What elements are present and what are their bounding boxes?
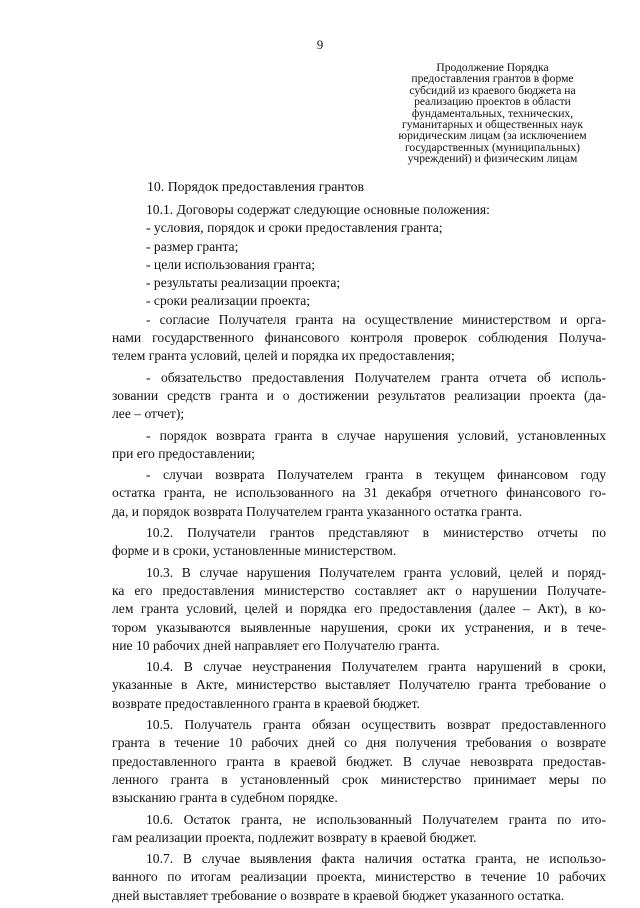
paragraph-line: остатка гранта, не использованного на 31 декабря отчетного финансового го- [112, 485, 606, 501]
paragraph-line: ванного по итогам реализации проекта, министерство в течение 10 рабочих [112, 869, 606, 885]
paragraph-line: возврате предоставленного гранта в краевой бюджет. [112, 695, 420, 711]
paragraph [112, 716, 606, 807]
paragraph-line: 10.2. Получатели грантов представляют в министерство отчеты по [146, 525, 606, 541]
paragraph-line: - случаи возврата Получателем гранта в текущем финансовом году [146, 467, 606, 483]
paragraph-line: ленного гранта в установленный срок министерство принимает меры по [112, 771, 606, 787]
header-line: Продолжение Порядка [436, 61, 549, 74]
paragraph-line: 10.5. Получатель гранта обязан осуществить возврат предоставленного [146, 717, 606, 733]
paragraph [112, 311, 606, 366]
paragraph-line: при его предоставлении; [112, 445, 256, 461]
header-line: гуманитарных и общественных наук [401, 118, 584, 132]
paragraph [112, 369, 606, 424]
header-line: реализацию проектов в области [414, 95, 571, 109]
section-title: 10. Порядок предоставления грантов [147, 179, 365, 194]
paragraph-line: гам реализации проекта, подлежит возврату в краевой бюджет. [112, 829, 477, 845]
paragraph-line: 10.4. В случае неустранения Получателем гранта нарушений в сроки, [146, 659, 606, 675]
paragraph-line: - результаты реализации проекта; [146, 275, 341, 291]
paragraph-line: указанные в Акте, министерство выставляет Получателю гранта требование о [112, 677, 606, 693]
paragraph [112, 811, 606, 848]
document-body [112, 201, 606, 908]
paragraph-line: - размер гранта; [146, 238, 239, 254]
header-line: фундаментальных, технических, [411, 106, 574, 120]
paragraph [112, 658, 606, 713]
paragraph [112, 427, 606, 464]
header-line: учреждений) и физическим лицам [407, 152, 578, 166]
paragraph-line: тором указываются выявленные нарушения, сроки их устранения, и в тече- [112, 619, 606, 635]
paragraph-line: - обязательство предоставления Получателем гранта отчета об исполь- [146, 369, 606, 385]
paragraph-line: форме и в сроки, установленные министерством. [112, 543, 397, 559]
paragraph [112, 219, 606, 237]
paragraph-line: - порядок возврата гранта в случае нарушения условий, установленных [146, 427, 606, 443]
paragraph-line: - согласие Получателя гранта на осуществление министерством и орга- [146, 311, 606, 327]
paragraph-line: 10.1. Договоры содержат следующие основные положения: [146, 202, 490, 217]
paragraph [112, 466, 606, 521]
page-number: 9 [316, 37, 324, 52]
paragraph [112, 256, 606, 274]
paragraph-line: лее – отчет); [112, 406, 185, 422]
paragraph-line: телем гранта условий, целей и порядка их предоставления; [112, 348, 455, 364]
paragraph-line: нами государственного финансового контроля проверок соблюдения Получа- [112, 330, 606, 346]
paragraph [112, 238, 606, 256]
paragraph-line: дней выставляет требование о возврате в краевой бюджет указанного остатка. [112, 887, 565, 903]
paragraph-line: предоставленного гранта в краевой бюджет. В случае невозврата предостав- [112, 753, 606, 769]
header-line: государственных (муниципальных) [404, 140, 581, 154]
paragraph [112, 564, 606, 655]
paragraph-line: гранта в течение 10 рабочих дней со дня получения требования о возврате [112, 735, 606, 751]
paragraph-line: 10.6. Остаток гранта, не использованный Получателем гранта по ито- [146, 811, 606, 827]
paragraph-line: - сроки реализации проекта; [146, 293, 311, 309]
paragraph [112, 292, 606, 310]
header-line: юридическим лицам (за исключением [398, 129, 587, 143]
document-header [380, 62, 605, 165]
paragraph-line: ка его предоставления министерство составляет акт о нарушении Получате- [112, 582, 606, 598]
paragraph-line: - цели использования гранта; [146, 256, 316, 272]
paragraph [112, 274, 606, 292]
paragraph [112, 850, 606, 905]
paragraph-line: - условия, порядок и сроки предоставления гранта; [146, 220, 443, 236]
header-line: субсидий из краевого бюджета на [409, 83, 576, 97]
paragraph [112, 524, 606, 561]
paragraph-line: 10.3. В случае нарушения Получателем гранта условий, целей и поряд- [146, 564, 606, 580]
paragraph-line: ние 10 рабочих дней направляет его Получателю гранта. [112, 637, 440, 653]
paragraph-line: лем гранта условий, целей и порядка его предоставления (далее – Акт), в ко- [112, 601, 606, 617]
paragraph-line: да, и порядок возврата Получателем гранта указанного остатка гранта. [112, 503, 523, 519]
paragraph-line: взысканию гранта в судебном порядке. [112, 790, 338, 806]
paragraph-line: 10.7. В случае выявления факта наличия остатка гранта, не использо- [146, 851, 606, 867]
paragraph-line: зовании средств гранта и о достижении результатов реализации проекта (да- [112, 387, 606, 403]
paragraph [112, 201, 606, 219]
header-line: предоставления грантов в форме [411, 72, 574, 86]
